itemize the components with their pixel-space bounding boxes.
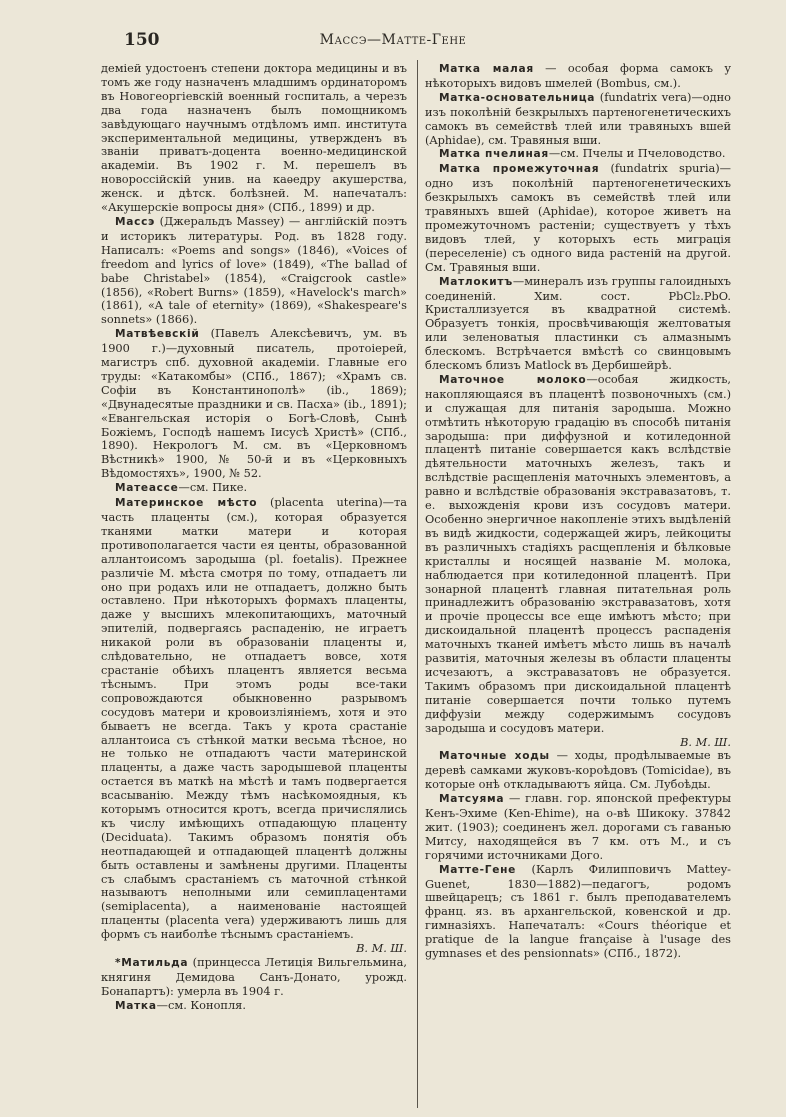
entry-headword: Матка [115, 999, 157, 1012]
running-title: Массэ—Матте-Гене [319, 32, 467, 48]
entry-text: деміей удостоенъ степени доктора медицины и въ томъ же году назначенъ младшимъ ординаторомъ въ Новогеоргіевскій военный госпиталь, а черезъ два года назначенъ былъ помощникомъ завѣдующаго научнымъ отдѣломъ имп. института экспериментальной медицины, утвержденъ въ званіи приватъ-доцента военно-медицинской академіи. Въ 1902 г. М. перешелъ въ новороссійскій унив. на каѳедру акушерства, женск. и дѣтск. болѣзней. М. напечаталъ: «Акушерскіе вопросы дня» (СПб., 1899) и др. [101, 62, 407, 215]
entry-text: —см. Пчелы и Пчеловодство. [548, 146, 726, 161]
entry-text: (fundatrix vera)—одно изъ поколѣній безкрылыхъ партеногенетическихъ самокъ въ семействѣ тлей или травяныхъ вшей (Aphidae), см. Травяныя вши. [425, 89, 731, 147]
entry-text: — ходы, продѣлываемые въ деревѣ самками жуковъ-короѣдовъ (Tomicidae), въ которые онѣ откладываютъ яйца. См. Лубоѣды. [425, 748, 731, 792]
dictionary-entry [425, 275, 731, 373]
column-divider [417, 60, 418, 1108]
dictionary-entry [425, 91, 731, 148]
dictionary-entry [101, 481, 407, 496]
entry-headword: Матсуяма [439, 793, 505, 806]
entry-headword: Матка-основательница [439, 91, 596, 104]
author-signature: В. М. Ш. [356, 941, 407, 956]
dictionary-entry [101, 62, 407, 215]
author-signature: В. М. Ш. [680, 734, 731, 749]
entry-headword: Матеассе [115, 482, 179, 495]
entry-headword: *Матильда [115, 957, 189, 969]
entry-headword: Матлокитъ [439, 275, 513, 288]
entry-text: —см. Пике. [178, 480, 248, 495]
entry-text: — особая форма самокъ у нѣкоторыхъ видовъ шмелей (Bombus, см.). [425, 62, 731, 90]
entry-text: (Карлъ Филипповичъ Mattey-Guenet, 1830—1882)—педагогъ, родомъ швейцарецъ; съ 1861 г. былъ преподавателемъ франц. яз. въ архангельской, ковенской и др. гимназіяхъ. Напечаталъ: «Cours théorique et pratique de la langue française à l'usage des gymnases et des pensionnats» (СПб., 1872). [425, 861, 731, 961]
entry-headword: Маточные ходы [439, 750, 550, 763]
dictionary-entry [425, 62, 731, 91]
entry-headword: Матка малая [439, 63, 534, 75]
entry-headword: Маточное молоко [439, 373, 587, 386]
dictionary-entry [101, 999, 407, 1014]
entry-text: (placenta uterina)—та часть плаценты (см.), которая образуется тканями матки матери и которая противополагается части ея центы, образованной аллантоисомъ зародыша (pl. foetalis). Прежнее различіе М. мѣста смотря по тому, отпадаетъ ли оно при родахъ или не отпадаетъ, должно быть оставлено. При нѣкоторыхъ формахъ плаценты, даже у высшихъ млекопитающихъ, маточный эпителій, подвергаясь распаденію, не играетъ никакой роли въ образованіи плаценты и, слѣдовательно, не отпадаетъ вовсе, хотя срастаніе обѣихъ плацентъ является весьма тѣснымъ. При этомъ роды все-таки сопровождаются обыкновенно разрывомъ сосудовъ матери и кровоизліяніемъ, хотя и это бываетъ не всегда. Такъ у крота срастаніе аллантоиса съ стѣнкой матки весьма тѣсное, но не только не отпадаютъ части материнской плаценты, а даже часть зародышевой плаценты остается въ маткѣ на мѣстѣ и тамъ подвергается всасыванію. Между тѣмъ насѣкомоядныя, къ которымъ относится кротъ, всегда причислялись къ числу имѣющихъ отпадающую плаценту (Deciduata). Такимъ образомъ понятія объ неотпадающей и отпадающей плацентѣ должны быть оставлены и замѣнены другими. Плаценты съ слабымъ срастаніемъ съ маточной стѣнкой называютъ неполными или семиплацентами (semiplacenta), а наименованіе настоящей плаценты (placenta vera) удерживаютъ лишь для формъ съ наиболѣе тѣснымъ срастаніемъ. [101, 495, 407, 942]
entry-headword: Материнское мѣсто [115, 497, 258, 510]
entry-text: (fundatrix spuria)—одно изъ поколѣній партеногенетическихъ безкрылыхъ самокъ въ семействѣ тлей или травяныхъ вшей (Aphidae), которое живетъ на промежуточномъ растеніи; существуетъ у тѣхъ видовъ тлей, у которыхъ есть миграція (переселеніе) съ одного вида растеній на другой. См. Травяныя вши. [425, 161, 731, 274]
dictionary-entry [425, 373, 731, 736]
page-number: 150 [124, 30, 160, 50]
dictionary-entry [425, 792, 731, 863]
entry-text: — главн. гор. японской префектуры Кенъ-Эхиме (Ken-Ehime), на о-вѣ Шикоку. 37842 жит. (1903); соединенъ жел. дорогами съ гаванью Митсу, находящейся въ 7 км. отъ М., и съ горячими источниками Дого. [425, 791, 731, 862]
dictionary-entry [101, 215, 407, 327]
entry-text: (Джеральдъ Massey) — англійскій поэтъ и историкъ литературы. Род. въ 1828 году. Написалъ: «Poems and songs» (1846), «Voices of freedom and lyrics of love» (1849), «The ballad of babe Christabel» (1854), «Craigcrook castle» (1856), «Robert Burns» (1859), «Havelock's march» (1861), «A tale of eternity» (1869), «Shakespeare's sonnets» (1866). [101, 213, 407, 327]
entry-headword: Матте-Гене [439, 863, 516, 876]
dictionary-entry [101, 496, 407, 942]
dictionary-entry [425, 162, 731, 274]
dictionary-entry [425, 147, 731, 162]
page-header [0, 30, 786, 50]
entry-text: (Павелъ Алексѣевичъ, ум. въ 1900 г.)—духовный писатель, протоіерей, магистръ спб. духовной академіи. Главные его труды: «Катакомбы» (СПб., 1867); «Храмъ св. Софіи въ Константинополѣ» (ib., 1869); «Двунадесятые праздники и св. Пасха» (ib., 1891); «Евангельская исторія о Богѣ-Словѣ, Сынѣ Божіемъ, Господѣ нашемъ Іисусѣ Христѣ» (СПб., 1890). Некрологъ М. см. въ «Церковномъ Вѣстникѣ» 1900, № 50-й и въ «Церковныхъ Вѣдомостяхъ», 1900, № 52. [101, 326, 407, 481]
dictionary-entry [425, 863, 731, 961]
entry-text: —минералъ изъ группы галоидныхъ соединеній. Хим. сост. PbCl₂.PbO. Кристаллизуется въ квадратной системѣ. Образуетъ тонкія, просвѣчивающія желтоватыя или зеленоватыя пластинки съ алмазнымъ блескомъ. Встрѣчается вмѣстѣ со свинцовымъ блескомъ близъ Matlock въ Дербишейрѣ. [425, 273, 731, 373]
entry-text: (принцесса Летиція Вильгельмина, княгиня Демидова Санъ-Донато, урожд. Бонапартъ): умерла въ 1904 г. [101, 955, 407, 998]
right-column [425, 62, 731, 1107]
dictionary-entry [101, 956, 407, 999]
entry-headword: Матка промежуточная [439, 163, 600, 176]
entry-headword: Матка пчелиная [439, 148, 549, 161]
entry-text: —см. Конопля. [156, 997, 246, 1012]
dictionary-entry [101, 327, 407, 481]
entry-headword: Матвѣевскій [115, 328, 200, 341]
left-column [101, 62, 407, 1107]
entry-text: —особая жидкость, накопляющаяся въ плацентѣ позвоночныхъ (см.) и служащая для питанія зародыша. Можно отмѣтить нѣкоторую градацію въ способѣ питанія зародыша: при диффузной и котиледонной плацентѣ питаніе совершается какъ вслѣдствіе дѣятельности маточныхъ железъ, такъ и вслѣдствіе расщепленія маточныхъ элементовъ, а равно и вслѣдствіе образованія экстравазатовъ, т. е. выхожденія крови изъ сосудовъ матери. Особенно энергичное накопленіе этихъ выдѣленій въ видѣ жидкости, содержащей жиръ, лейкоциты въ различныхъ стадіяхъ расщепленія и бѣлковые кристаллы и носящей названіе М. молока, наблюдается при котиледонной плацентѣ. При зонарной плацентѣ главная питательная роль принадлежитъ образованію экстравазатовъ, хотя и прочіе процессы все еще имѣютъ мѣсто; при дискоидальной плацентѣ процессъ распаденія маточныхъ тканей имѣетъ мѣсто лишь въ началѣ развитія, маточныя железы въ области плаценты исчезаютъ, а экстравазатовъ не образуется. Такимъ образомъ при дискоидальной плацентѣ питаніе совершается почти только путемъ диффузіи между содержимымъ сосудовъ зародыша и сосудовъ матери. [425, 371, 731, 735]
entry-headword: Массэ [115, 215, 156, 228]
dictionary-entry [425, 749, 731, 792]
